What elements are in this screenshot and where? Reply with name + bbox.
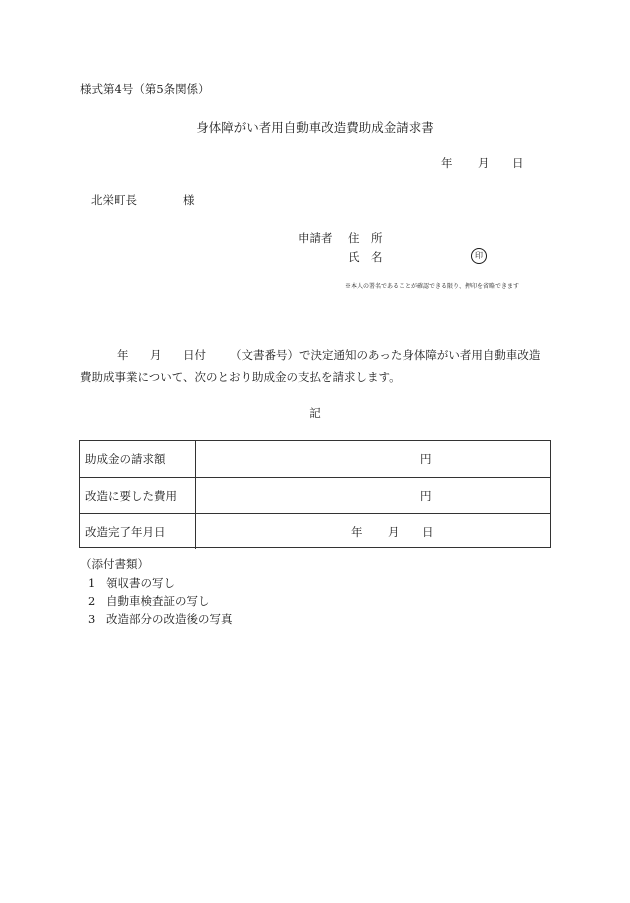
attachment-number: 1 (88, 576, 96, 590)
applicant-label: 申請者 (298, 231, 333, 245)
attachment-text: 領収書の写し (106, 576, 175, 590)
address-label: 住 所 (348, 231, 383, 245)
table-row-completion-date (80, 513, 550, 549)
table-row-request-amount (80, 441, 550, 477)
table-value-cost (196, 478, 550, 513)
attachment-item (88, 594, 210, 608)
name-label: 氏 名 (348, 250, 383, 264)
table-label-request-amount: 助成金の請求額 (80, 441, 196, 477)
document-title: 身体障がい者用自動車改造費助成金請求書 (196, 120, 434, 135)
recipient-honorific: 様 (183, 193, 195, 207)
info-table (79, 440, 551, 548)
body-line-1-text: （文書番号）で決定通知のあった身体障がい者用自動車改造 (230, 348, 541, 362)
completion-month-label: 月 (388, 525, 400, 539)
signature-note: ※本人の署名であることが確認できる限り、押印を省略できます (345, 283, 520, 290)
body-day-label: 日付 (183, 348, 206, 362)
attachment-text: 改造部分の改造後の写真 (106, 612, 233, 626)
date-year-label: 年 (441, 156, 453, 170)
table-value-request-amount (196, 441, 550, 477)
table-row-cost (80, 477, 550, 513)
attachment-item (88, 612, 233, 626)
recipient-name: 北栄町長 (91, 193, 137, 207)
form-number: 様式第4号（第5条関係） (80, 82, 210, 96)
attachment-text: 自動車検査証の写し (106, 594, 210, 608)
table-label-cost: 改造に要した費用 (80, 478, 196, 513)
ki-heading: 記 (309, 406, 321, 420)
body-paragraph-line-2: 費助成事業について、次のとおり助成金の支払を請求します。 (80, 370, 401, 384)
seal-mark: 印 (471, 248, 487, 264)
completion-day-label: 日 (422, 525, 434, 539)
completion-year-label: 年 (351, 525, 363, 539)
attachment-item (88, 576, 175, 590)
attachment-number: 2 (88, 594, 96, 608)
yen-unit: 円 (420, 489, 432, 503)
table-label-completion-date: 改造完了年月日 (80, 514, 196, 549)
date-month-label: 月 (478, 156, 490, 170)
body-month-label: 月 (150, 348, 162, 362)
yen-unit: 円 (420, 452, 432, 466)
attachment-number: 3 (88, 612, 96, 626)
attachments-heading: （添付書類） (80, 557, 149, 571)
table-value-completion-date (196, 514, 550, 549)
date-day-label: 日 (512, 156, 524, 170)
body-year-label: 年 (117, 348, 129, 362)
